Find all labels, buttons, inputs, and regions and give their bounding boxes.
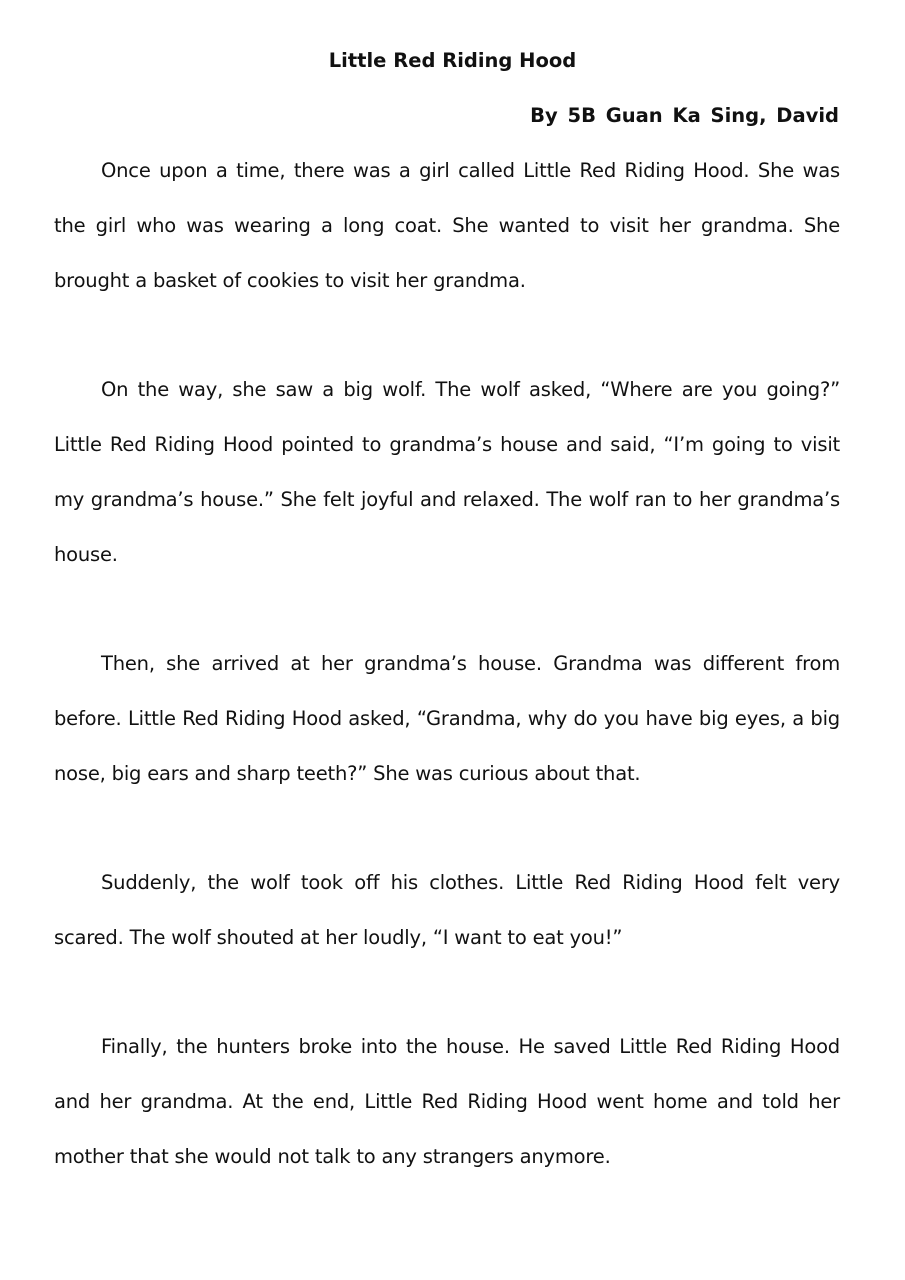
story-paragraph-3: Then, she arrived at her grandma’s house. Grandma was different from before. Little Red Riding Hood asked, “Grandma, why do you have big eyes, a big nose, big ears and sharp teeth?” She was curious about that. — [54, 652, 840, 785]
story-paragraph-2: On the way, she saw a big wolf. The wolf asked, “Where are you going?” Little Red Riding Hood pointed to grandma’s house and said, “I’m going to visit my grandma’s house.” She felt joyful and relaxed. The wolf ran to her grandma’s house. — [54, 378, 840, 566]
story-title: Little Red Riding Hood — [328, 49, 577, 72]
story-paragraph-4: Suddenly, the wolf took off his clothes. Little Red Riding Hood felt very scared. The wolf shouted at her loudly, “I want to eat you!” — [54, 871, 840, 949]
story-paragraph-1: Once upon a time, there was a girl called Little Red Riding Hood. She was the girl who was wearing a long coat. She wanted to visit her grandma. She brought a basket of cookies to visit her grandma. — [54, 159, 840, 292]
author-byline: By 5B Guan Ka Sing, David — [530, 104, 839, 127]
story-paragraph-5: Finally, the hunters broke into the house. He saved Little Red Riding Hood and her grandma. At the end, Little Red Riding Hood went home and told her mother that she would not talk to any strangers anymore. — [54, 1035, 840, 1168]
